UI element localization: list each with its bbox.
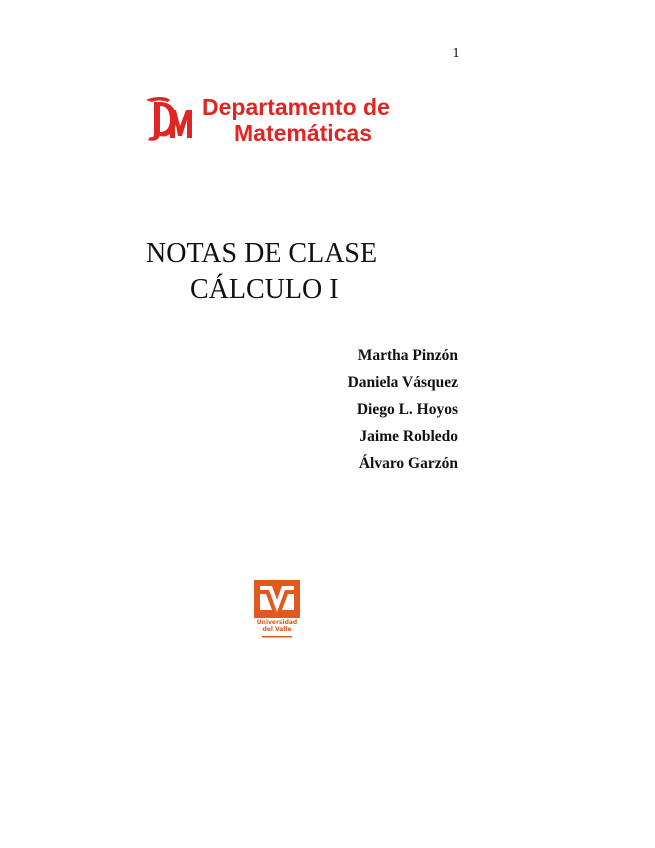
author-name: Álvaro Garzón <box>358 455 458 472</box>
department-line-2: Matemáticas <box>234 120 373 146</box>
university-line-2: del Valle <box>262 626 292 633</box>
author-name: Daniela Vásquez <box>347 374 458 391</box>
department-logo <box>140 88 440 154</box>
author-list <box>300 342 458 477</box>
department-name <box>202 94 440 146</box>
author-name: Martha Pinzón <box>357 347 458 364</box>
department-line-1: Departamento de <box>202 94 390 120</box>
university-line-1: Universidad <box>256 619 298 626</box>
author-name: Jaime Robledo <box>359 428 458 445</box>
university-name <box>246 619 308 633</box>
document-title <box>146 236 466 308</box>
dm-monogram-icon <box>140 90 200 150</box>
title-line-1: NOTAS DE CLASE <box>146 238 378 269</box>
page-number: 1 <box>452 46 460 60</box>
author-name: Diego L. Hoyos <box>356 401 458 418</box>
title-line-2: CÁLCULO I <box>190 274 339 305</box>
